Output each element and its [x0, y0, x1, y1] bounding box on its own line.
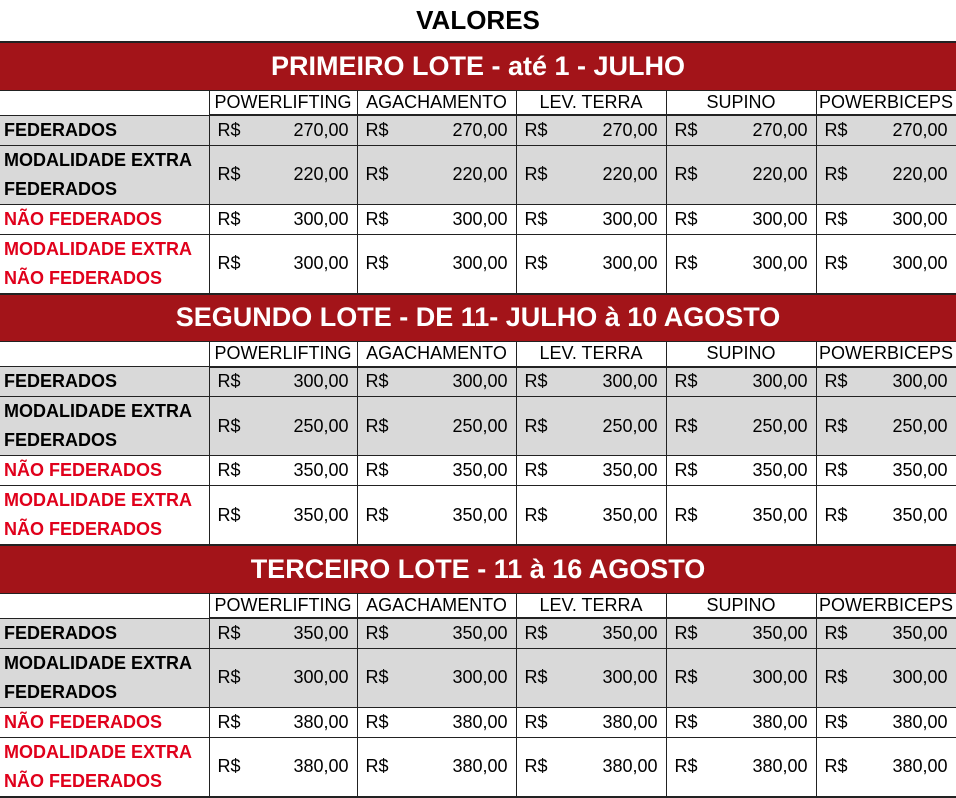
price-value: 270,00 [452, 119, 508, 140]
row-label-line: FEDERADOS [4, 622, 118, 643]
column-header: POWERBICEPS [816, 342, 956, 367]
price-value: 300,00 [752, 667, 808, 687]
price-cell [209, 367, 357, 397]
price-cell [816, 115, 956, 145]
empty-header-cell [0, 342, 209, 367]
price-value: 380,00 [452, 711, 508, 732]
price-cell [516, 707, 666, 737]
price-cell [516, 648, 666, 707]
price-row-extra-federados [0, 397, 956, 456]
price-value: 300,00 [892, 253, 948, 273]
price-value: 380,00 [602, 711, 658, 732]
price-value: 380,00 [452, 756, 508, 776]
row-label [0, 204, 209, 234]
currency-symbol: R$ [365, 253, 389, 273]
row-label [0, 397, 209, 456]
price-value: 380,00 [293, 711, 349, 732]
price-cell [516, 145, 666, 204]
price-cell [816, 397, 956, 456]
currency-symbol: R$ [674, 460, 698, 480]
price-value: 270,00 [752, 119, 808, 140]
currency-symbol: R$ [217, 253, 241, 273]
column-header-row [0, 593, 956, 618]
currency-symbol: R$ [365, 711, 389, 732]
column-header: POWERBICEPS [816, 90, 956, 115]
row-label-line: NÃO FEDERADOS [4, 519, 163, 539]
lote-title: TERCEIRO LOTE - 11 à 16 AGOSTO [0, 545, 956, 593]
currency-symbol: R$ [365, 371, 389, 392]
price-value: 380,00 [752, 756, 808, 776]
price-value: 220,00 [602, 164, 658, 184]
price-value: 270,00 [892, 119, 948, 140]
price-value: 300,00 [452, 371, 508, 392]
price-cell [816, 204, 956, 234]
currency-symbol: R$ [824, 253, 848, 273]
price-value: 350,00 [892, 460, 948, 480]
price-value: 300,00 [892, 208, 948, 229]
price-cell [666, 618, 816, 648]
price-value: 300,00 [293, 667, 349, 687]
price-value: 270,00 [602, 119, 658, 140]
price-value: 350,00 [602, 504, 658, 525]
row-label-line: FEDERADOS [4, 430, 118, 450]
currency-symbol: R$ [217, 667, 241, 687]
price-row-federados [0, 367, 956, 397]
currency-symbol: R$ [365, 504, 389, 525]
row-label-line: MODALIDADE EXTRA [4, 238, 192, 259]
price-value: 300,00 [892, 371, 948, 392]
row-label-line: MODALIDADE EXTRA [4, 652, 192, 673]
currency-symbol: R$ [217, 415, 241, 436]
price-value: 350,00 [892, 622, 948, 643]
currency-symbol: R$ [524, 371, 548, 392]
price-value: 350,00 [752, 504, 808, 525]
price-cell [666, 397, 816, 456]
row-label-line: FEDERADOS [4, 681, 118, 702]
price-cell [209, 115, 357, 145]
row-label [0, 234, 209, 294]
price-cell [516, 397, 666, 456]
currency-symbol: R$ [217, 119, 241, 140]
price-value: 380,00 [602, 756, 658, 776]
column-header: POWERLIFTING [209, 90, 357, 115]
currency-symbol: R$ [217, 164, 241, 184]
currency-symbol: R$ [674, 164, 698, 184]
price-value: 220,00 [752, 164, 808, 184]
price-value: 380,00 [892, 756, 948, 776]
price-cell [357, 707, 516, 737]
price-cell [357, 618, 516, 648]
price-value: 380,00 [752, 711, 808, 732]
title-row [0, 0, 956, 42]
price-cell [209, 737, 357, 797]
currency-symbol: R$ [217, 622, 241, 643]
price-cell [816, 618, 956, 648]
currency-symbol: R$ [524, 253, 548, 273]
price-value: 380,00 [293, 756, 349, 776]
price-cell [666, 115, 816, 145]
price-cell [816, 737, 956, 797]
currency-symbol: R$ [824, 415, 848, 436]
row-label [0, 115, 209, 145]
price-cell [357, 397, 516, 456]
price-cell [209, 486, 357, 546]
currency-symbol: R$ [674, 504, 698, 525]
price-value: 250,00 [602, 415, 658, 436]
price-cell [357, 234, 516, 294]
price-cell [516, 367, 666, 397]
price-value: 350,00 [752, 622, 808, 643]
price-cell [209, 456, 357, 486]
price-value: 350,00 [293, 622, 349, 643]
currency-symbol: R$ [524, 504, 548, 525]
currency-symbol: R$ [824, 460, 848, 480]
price-cell [357, 145, 516, 204]
lote-header-row [0, 294, 956, 342]
currency-symbol: R$ [674, 253, 698, 273]
price-value: 350,00 [452, 622, 508, 643]
price-row-extra-nao-federados [0, 486, 956, 546]
column-header-row [0, 90, 956, 115]
row-label [0, 486, 209, 546]
page-title: VALORES [0, 0, 956, 42]
lote-title: PRIMEIRO LOTE - até 1 - JULHO [0, 42, 956, 90]
column-header: LEV. TERRA [516, 90, 666, 115]
currency-symbol: R$ [674, 667, 698, 687]
price-cell [209, 145, 357, 204]
currency-symbol: R$ [524, 460, 548, 480]
price-cell [209, 648, 357, 707]
price-cell [357, 737, 516, 797]
price-cell [666, 367, 816, 397]
currency-symbol: R$ [824, 711, 848, 732]
price-cell [666, 456, 816, 486]
row-label-line: FEDERADOS [4, 371, 118, 391]
currency-symbol: R$ [824, 756, 848, 776]
price-value: 300,00 [752, 253, 808, 273]
price-cell [516, 234, 666, 294]
currency-symbol: R$ [365, 208, 389, 229]
currency-symbol: R$ [217, 371, 241, 392]
price-value: 300,00 [293, 253, 349, 273]
lote-header-row [0, 545, 956, 593]
price-cell [816, 486, 956, 546]
currency-symbol: R$ [824, 667, 848, 687]
price-value: 220,00 [293, 164, 349, 184]
currency-symbol: R$ [674, 711, 698, 732]
currency-symbol: R$ [674, 415, 698, 436]
price-value: 220,00 [452, 164, 508, 184]
price-cell [357, 115, 516, 145]
price-cell [666, 707, 816, 737]
price-cell [666, 486, 816, 546]
lote-header-row [0, 42, 956, 90]
price-cell [816, 234, 956, 294]
price-value: 300,00 [602, 371, 658, 392]
price-value: 250,00 [752, 415, 808, 436]
price-value: 380,00 [892, 711, 948, 732]
currency-symbol: R$ [824, 504, 848, 525]
column-header: SUPINO [666, 593, 816, 618]
row-label-line: FEDERADOS [4, 119, 118, 140]
row-label-line: MODALIDADE EXTRA [4, 149, 192, 170]
column-header: AGACHAMENTO [357, 90, 516, 115]
row-label [0, 707, 209, 737]
price-row-extra-federados [0, 145, 956, 204]
price-cell [666, 737, 816, 797]
price-cell [516, 115, 666, 145]
currency-symbol: R$ [217, 208, 241, 229]
column-header: LEV. TERRA [516, 342, 666, 367]
price-value: 350,00 [892, 504, 948, 525]
price-value: 300,00 [293, 208, 349, 229]
column-header: POWERLIFTING [209, 593, 357, 618]
row-label-line: NÃO FEDERADOS [4, 711, 163, 732]
row-label [0, 367, 209, 397]
row-label [0, 145, 209, 204]
row-label-line: FEDERADOS [4, 178, 118, 199]
currency-symbol: R$ [365, 667, 389, 687]
currency-symbol: R$ [674, 371, 698, 392]
column-header-row [0, 342, 956, 367]
price-value: 300,00 [602, 208, 658, 229]
currency-symbol: R$ [824, 371, 848, 392]
row-label [0, 456, 209, 486]
column-header: SUPINO [666, 90, 816, 115]
price-row-federados [0, 618, 956, 648]
price-cell [666, 648, 816, 707]
price-cell [357, 456, 516, 486]
price-row-extra-nao-federados [0, 234, 956, 294]
price-value: 300,00 [602, 253, 658, 273]
currency-symbol: R$ [365, 460, 389, 480]
column-header: SUPINO [666, 342, 816, 367]
currency-symbol: R$ [365, 756, 389, 776]
price-value: 350,00 [752, 460, 808, 480]
price-cell [816, 145, 956, 204]
currency-symbol: R$ [365, 164, 389, 184]
price-row-nao-federados [0, 707, 956, 737]
currency-symbol: R$ [674, 119, 698, 140]
row-label-line: MODALIDADE EXTRA [4, 741, 192, 762]
price-cell [357, 486, 516, 546]
currency-symbol: R$ [524, 711, 548, 732]
price-value: 350,00 [602, 622, 658, 643]
price-row-extra-nao-federados [0, 737, 956, 797]
currency-symbol: R$ [365, 622, 389, 643]
currency-symbol: R$ [365, 415, 389, 436]
empty-header-cell [0, 593, 209, 618]
empty-header-cell [0, 90, 209, 115]
currency-symbol: R$ [524, 415, 548, 436]
column-header: LEV. TERRA [516, 593, 666, 618]
price-cell [516, 204, 666, 234]
price-cell [516, 737, 666, 797]
price-cell [209, 234, 357, 294]
row-label-line: NÃO FEDERADOS [4, 267, 163, 288]
price-cell [816, 456, 956, 486]
price-value: 300,00 [452, 253, 508, 273]
price-cell [666, 145, 816, 204]
currency-symbol: R$ [524, 667, 548, 687]
price-value: 350,00 [452, 504, 508, 525]
price-row-extra-federados [0, 648, 956, 707]
price-value: 350,00 [452, 460, 508, 480]
price-value: 250,00 [452, 415, 508, 436]
price-cell [209, 618, 357, 648]
row-label-line: MODALIDADE EXTRA [4, 490, 192, 510]
currency-symbol: R$ [674, 756, 698, 776]
currency-symbol: R$ [674, 622, 698, 643]
price-value: 300,00 [452, 667, 508, 687]
price-value: 350,00 [602, 460, 658, 480]
price-value: 270,00 [293, 119, 349, 140]
currency-symbol: R$ [524, 756, 548, 776]
price-row-nao-federados [0, 204, 956, 234]
column-header: POWERBICEPS [816, 593, 956, 618]
price-value: 250,00 [293, 415, 349, 436]
price-value: 300,00 [452, 208, 508, 229]
price-row-nao-federados [0, 456, 956, 486]
currency-symbol: R$ [824, 622, 848, 643]
column-header: POWERLIFTING [209, 342, 357, 367]
price-cell [209, 707, 357, 737]
price-value: 300,00 [892, 667, 948, 687]
price-value: 350,00 [293, 460, 349, 480]
price-cell [816, 367, 956, 397]
price-value: 300,00 [752, 371, 808, 392]
price-row-federados [0, 115, 956, 145]
currency-symbol: R$ [824, 164, 848, 184]
price-cell [357, 648, 516, 707]
column-header: AGACHAMENTO [357, 342, 516, 367]
row-label-line: NÃO FEDERADOS [4, 770, 163, 791]
currency-symbol: R$ [217, 756, 241, 776]
price-value: 350,00 [293, 504, 349, 525]
row-label-line: MODALIDADE EXTRA [4, 401, 192, 421]
price-cell [209, 397, 357, 456]
currency-symbol: R$ [217, 460, 241, 480]
price-value: 300,00 [293, 371, 349, 392]
currency-symbol: R$ [365, 119, 389, 140]
currency-symbol: R$ [524, 164, 548, 184]
currency-symbol: R$ [674, 208, 698, 229]
currency-symbol: R$ [524, 208, 548, 229]
price-cell [516, 456, 666, 486]
currency-symbol: R$ [524, 622, 548, 643]
currency-symbol: R$ [217, 711, 241, 732]
price-value: 220,00 [892, 164, 948, 184]
currency-symbol: R$ [824, 119, 848, 140]
row-label-line: NÃO FEDERADOS [4, 208, 163, 229]
price-cell [666, 234, 816, 294]
price-cell [516, 618, 666, 648]
price-cell [516, 486, 666, 546]
lote-title: SEGUNDO LOTE - DE 11- JULHO à 10 AGOSTO [0, 294, 956, 342]
price-cell [209, 204, 357, 234]
currency-symbol: R$ [217, 504, 241, 525]
currency-symbol: R$ [524, 119, 548, 140]
price-cell [666, 204, 816, 234]
price-cell [357, 204, 516, 234]
price-value: 250,00 [892, 415, 948, 436]
price-cell [816, 707, 956, 737]
row-label [0, 648, 209, 707]
column-header: AGACHAMENTO [357, 593, 516, 618]
row-label [0, 737, 209, 797]
price-cell [816, 648, 956, 707]
price-value: 300,00 [602, 667, 658, 687]
currency-symbol: R$ [824, 208, 848, 229]
row-label [0, 618, 209, 648]
price-cell [357, 367, 516, 397]
row-label-line: NÃO FEDERADOS [4, 460, 163, 480]
price-value: 300,00 [752, 208, 808, 229]
